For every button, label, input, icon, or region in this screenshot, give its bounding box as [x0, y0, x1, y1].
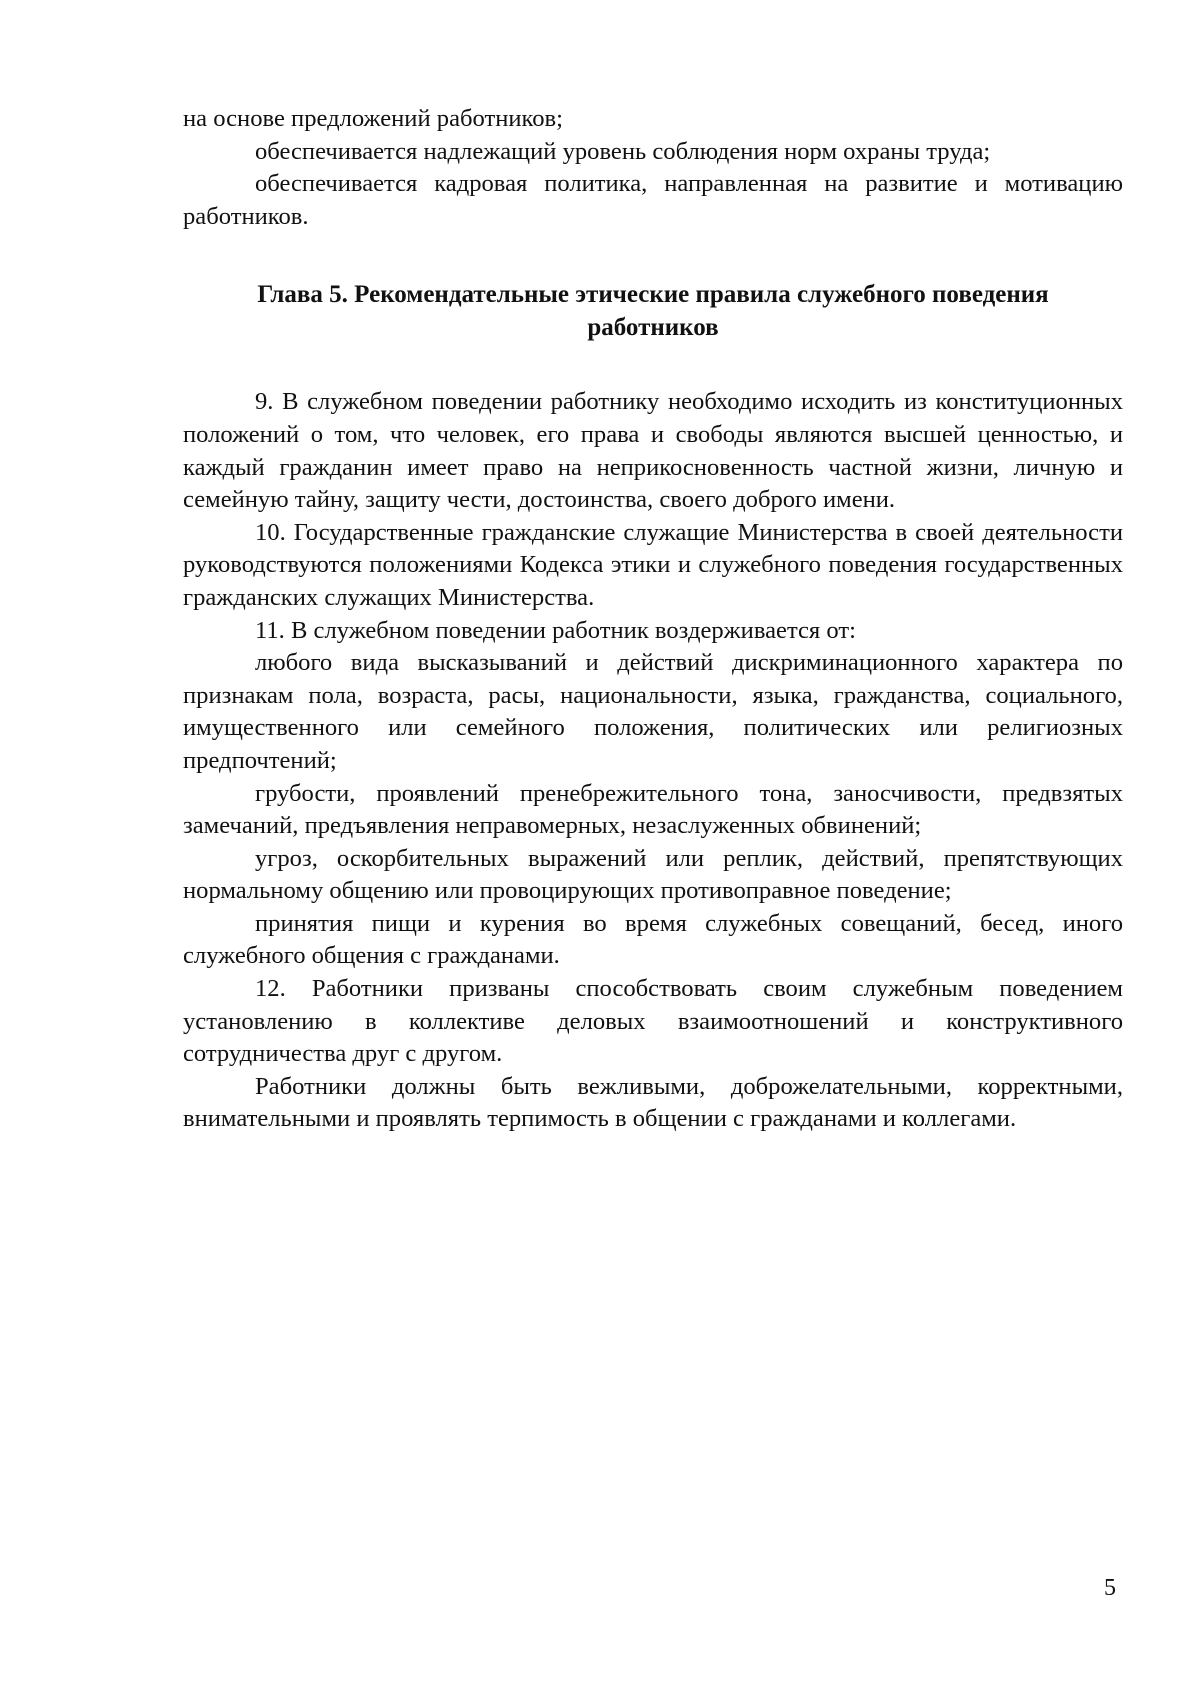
paragraph-12: 12. Работники призваны способствовать своим служебным поведением установлению в коллективе деловых взаимоотношений и конструктивного сотрудничества друг с другом. — [183, 975, 1123, 1068]
page-number: 5 — [1104, 1575, 1116, 1601]
paragraph-11: 11. В служебном поведении работник воздерживается от: — [255, 616, 856, 644]
paragraph-9: 9. В служебном поведении работнику необходимо исходить из конституционных положений о том, что человек, его права и свободы являются высшей ценностью, и каждый гражданин имеет право на неприкосновенность частной жизни, личную и семейную тайну, защиту чести, достоинства, своего доброго имени. — [183, 388, 1123, 514]
intro-line-3: обеспечивается кадровая политика, направленная на развитие и мотивацию работников. — [183, 170, 1123, 230]
page-content — [183, 103, 1123, 1136]
paragraph-12-continued: Работники должны быть вежливыми, доброжелательными, корректными, внимательными и проявлять терпимость в общении с гражданами и коллегами. — [183, 1072, 1123, 1133]
paragraph-10: 10. Государственные гражданские служащие Министерства в своей деятельности руководствуются положениями Кодекса этики и служебного поведения государственных гражданских служащих Министерства. — [183, 518, 1123, 611]
chapter-heading: Глава 5. Рекомендательные этические правила служебного поведения работников — [257, 281, 1049, 342]
list-item-threats: угроз, оскорбительных выражений или реплик, действий, препятствующих нормальному общению или провоцирующих противоправное поведение; — [183, 844, 1123, 905]
list-item-rudeness: грубости, проявлений пренебрежительного тона, заносчивости, предвзятых замечаний, предъявления неправомерных, незаслуженных обвинений; — [183, 779, 1123, 840]
list-item-discrimination: любого вида высказываний и действий дискриминационного характера по признакам пола, возраста, расы, национальности, языка, гражданства, социального, имущественного или семейного положения, политических или религиозных предпочтений; — [183, 649, 1123, 774]
list-item-eating-smoking: принятия пищи и курения во время служебных совещаний, бесед, иного служебного общения с гражданами. — [183, 909, 1123, 970]
intro-line-1: на основе предложений работников; — [183, 105, 563, 132]
intro-line-2: обеспечивается надлежащий уровень соблюдения норм охраны труда; — [255, 137, 991, 165]
